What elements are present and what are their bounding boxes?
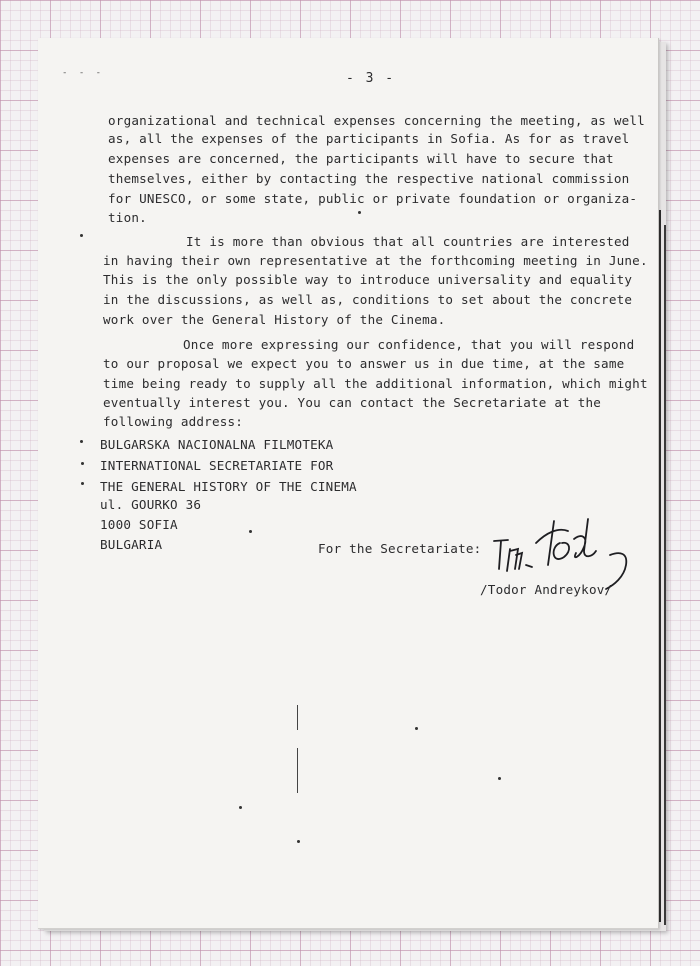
body-line: This is the only possible way to introduce universality and equality [103, 272, 633, 287]
body-line: It is more than obvious that all countries are interested [186, 234, 630, 249]
body-line: themselves, either by contacting the respective national commission [108, 171, 630, 186]
address-line: BULGARSKA NACIONALNA FILMOTEKA [100, 437, 334, 452]
body-line: time being ready to supply all the additional information, which might [103, 376, 648, 391]
ink-speck [239, 806, 242, 809]
body-line: eventually interest you. You can contact the Secretariate at the [103, 395, 602, 410]
ink-speck [81, 482, 84, 485]
ink-speck [81, 462, 84, 465]
body-line: tion. [108, 210, 147, 225]
body-line: for UNESCO, or some state, public or private foundation or organiza- [108, 191, 638, 206]
paper-mark [297, 748, 298, 793]
body-line: Once more expressing our confidence, that you will respond [183, 337, 635, 352]
body-line: expenses are concerned, the participants will have to secure that [108, 151, 614, 166]
ink-speck [297, 840, 300, 843]
page-edge-line [659, 210, 661, 922]
corner-marks: - - - [62, 68, 105, 78]
ink-speck [415, 727, 418, 730]
body-line: in the discussions, as well as, conditions to set about the concrete [103, 292, 633, 307]
address-line: ul. GOURKO 36 [100, 497, 202, 512]
address-line: THE GENERAL HISTORY OF THE CINEMA [100, 479, 357, 494]
ink-speck [80, 234, 83, 237]
address-line: BULGARIA [100, 537, 163, 552]
address-line: INTERNATIONAL SECRETARIATE FOR [100, 458, 334, 473]
ink-speck [80, 440, 83, 443]
page-edge-line [664, 225, 666, 925]
ink-speck [249, 530, 252, 533]
body-line: in having their own representative at the forthcoming meeting in June. [103, 253, 648, 268]
page-number: - 3 - [346, 71, 396, 86]
body-line: work over the General History of the Cinema. [103, 312, 446, 327]
ink-speck [358, 211, 361, 214]
closing-text: For the Secretariate: [318, 541, 482, 556]
body-line: organizational and technical expenses concerning the meeting, as well [108, 113, 645, 128]
body-line: following address: [103, 414, 244, 429]
ink-speck [498, 777, 501, 780]
body-line: as, all the expenses of the participants in Sofia. As for as travel [108, 131, 630, 146]
paper-mark [297, 705, 298, 730]
body-line: to our proposal we expect you to answer us in due time, at the same [103, 356, 625, 371]
handwritten-signature [488, 513, 638, 593]
signatory-name: /Todor Andreykov/ [480, 582, 613, 597]
address-line: 1000 SOFIA [100, 517, 178, 532]
